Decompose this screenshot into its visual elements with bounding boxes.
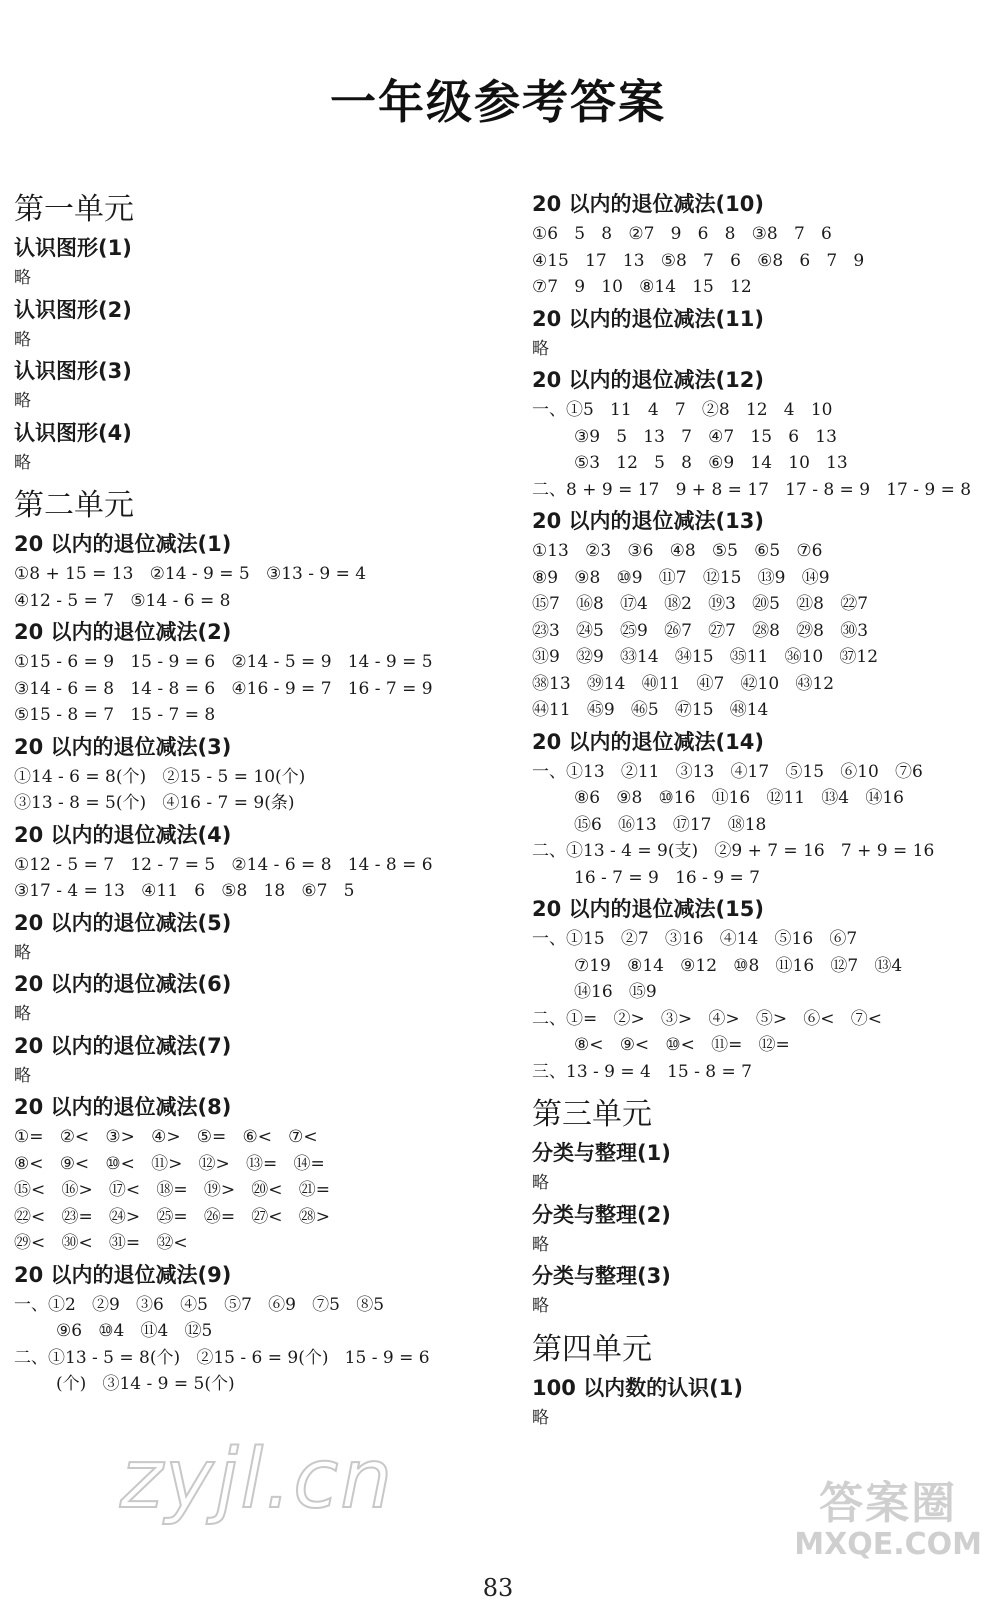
answer-line: 16 - 7 = 9 16 - 9 = 7 xyxy=(574,867,760,888)
answer-line: ⑧9 ⑨8 ⑩9 ⑪7 ⑫15 ⑬9 ⑭9 xyxy=(532,567,830,588)
section-title: 20 以内的退位减法(12) xyxy=(532,368,764,392)
answer-line: ①12 - 5 = 7 12 - 7 = 5 ②14 - 6 = 8 14 - 8 = 6 xyxy=(14,854,433,875)
answer-line: 二、①13 - 4 = 9(支) ②9 + 7 = 16 7 + 9 = 16 xyxy=(532,841,935,861)
unit-heading: 第一单元 xyxy=(14,192,134,227)
answer-line: 二、8 + 9 = 17 9 + 8 = 17 17 - 8 = 9 17 - 9 = 8 xyxy=(532,479,972,500)
answer-line: 略 xyxy=(532,338,549,359)
answer-line: 一、①13 ②11 ③13 ④17 ⑤15 ⑥10 ⑦6 xyxy=(532,761,923,782)
section-title: 20 以内的退位减法(5) xyxy=(14,910,232,935)
page-number: 83 xyxy=(482,1574,514,1602)
answer-line: ⑧< ⑨< ⑩< ⑪= ⑫= xyxy=(574,1035,790,1055)
answer-line: ⑮< ⑯> ⑰< ⑱= ⑲> ⑳< ㉑= xyxy=(14,1180,330,1200)
answer-line: ①= ②< ③> ④> ⑤= ⑥< ⑦< xyxy=(14,1127,318,1147)
section-title: 20 以内的退位减法(14) xyxy=(532,729,764,754)
section-title: 认识图形(2) xyxy=(14,297,132,322)
answer-line: ④12 - 5 = 7 ⑤14 - 6 = 8 xyxy=(14,590,231,611)
left-column xyxy=(14,190,514,1398)
section-title: 100 以内数的认识(1) xyxy=(532,1375,743,1400)
section-title: 20 以内的退位减法(9) xyxy=(14,1262,232,1287)
answer-line: ⑨6 ⑩4 ⑪4 ⑫5 xyxy=(56,1321,213,1341)
answer-line: ㉓3 ㉔5 ㉕9 ㉖7 ㉗7 ㉘8 ㉙8 ㉚3 xyxy=(532,620,869,641)
answer-line: ③13 - 8 = 5(个) ④16 - 7 = 9(条) xyxy=(14,793,295,813)
answer-line: 一、①5 11 4 7 ②8 12 4 10 xyxy=(532,400,833,420)
answer-line: ①6 5 8 ②7 9 6 8 ③8 7 6 xyxy=(532,224,832,244)
answer-line: 二、①13 - 5 = 8(个) ②15 - 6 = 9(个) 15 - 9 = 6 xyxy=(14,1347,430,1368)
answer-line: ①14 - 6 = 8(个) ②15 - 5 = 10(个) xyxy=(14,766,306,787)
logo-mark: 答案圈 xyxy=(819,1478,958,1529)
right-column xyxy=(532,190,992,1431)
answer-line: 略 xyxy=(14,1065,31,1086)
answer-line: 略 xyxy=(14,1004,31,1024)
answer-line: ③9 5 13 7 ④7 15 6 13 xyxy=(574,426,837,447)
section-title: 20 以内的退位减法(6) xyxy=(14,972,232,996)
answer-line: 略 xyxy=(532,1173,549,1193)
answer-line: ⑮7 ⑯8 ⑰4 ⑱2 ⑲3 ⑳5 ㉑8 ㉒7 xyxy=(532,594,869,614)
section-title: 认识图形(3) xyxy=(14,359,132,383)
answer-line: ㊳13 ㊴14 ㊵11 ㊶7 ㊷10 ㊸12 xyxy=(532,673,835,694)
answer-line: ③14 - 6 = 8 14 - 8 = 6 ④16 - 9 = 7 16 - 7 = 9 xyxy=(14,678,433,699)
answer-line: ⑤15 - 8 = 7 15 - 7 = 8 xyxy=(14,705,216,725)
answer-line: 略 xyxy=(532,1407,549,1428)
answer-line: 一、①2 ②9 ③6 ④5 ⑤7 ⑥9 ⑦5 ⑧5 xyxy=(14,1294,385,1315)
section-title: 20 以内的退位减法(7) xyxy=(14,1033,232,1058)
answer-line: ⑦7 9 10 ⑧14 15 12 xyxy=(532,277,752,297)
section-title: 20 以内的退位减法(11) xyxy=(532,306,764,331)
answer-line: ⑤3 12 5 8 ⑥9 14 10 13 xyxy=(574,453,848,473)
answer-line: 一、①15 ②7 ③16 ④14 ⑤16 ⑥7 xyxy=(532,929,858,949)
answer-line: ㉛9 ㉜9 ㉝14 ㉞15 ㉟11 ㊱10 ㊲12 xyxy=(532,647,879,667)
section-title: 认识图形(1) xyxy=(14,236,132,260)
site-logo xyxy=(794,1480,982,1562)
answer-line: 略 xyxy=(532,1234,549,1255)
section-title: 分类与整理(1) xyxy=(532,1141,671,1165)
section-title: 分类与整理(3) xyxy=(532,1264,671,1288)
watermark: zyjl.cn xyxy=(120,1432,395,1527)
section-title: 20 以内的退位减法(1) xyxy=(14,532,232,556)
section-title: 20 以内的退位减法(3) xyxy=(14,734,232,759)
section-title: 20 以内的退位减法(8) xyxy=(14,1095,232,1119)
answer-line: ①8 + 15 = 13 ②14 - 9 = 5 ③13 - 9 = 4 xyxy=(14,564,367,584)
answer-line: 略 xyxy=(14,329,31,350)
answer-line: ㉙< ㉚< ㉛= ㉜< xyxy=(14,1233,188,1253)
section-title: 分类与整理(2) xyxy=(532,1202,671,1227)
answer-line: ⑧6 ⑨8 ⑩16 ⑪16 ⑫11 ⑬4 ⑭16 xyxy=(574,788,904,808)
section-title: 20 以内的退位减法(13) xyxy=(532,509,764,533)
answer-line: ㉒< ㉓= ㉔> ㉕= ㉖= ㉗< ㉘> xyxy=(14,1206,330,1227)
answer-line: 略 xyxy=(14,268,31,288)
answer-line: ①15 - 6 = 9 15 - 9 = 6 ②14 - 5 = 9 14 - 9 = 5 xyxy=(14,652,433,672)
answer-line: ⑦19 ⑧14 ⑨12 ⑩8 ⑪16 ⑫7 ⑬4 xyxy=(574,955,903,976)
logo-url: MXQE.COM xyxy=(794,1527,982,1562)
answer-line: ⑧< ⑨< ⑩< ⑪> ⑫> ⑬= ⑭= xyxy=(14,1153,325,1174)
answer-line: 略 xyxy=(14,942,31,963)
answer-line: ⑮6 ⑯13 ⑰17 ⑱18 xyxy=(574,814,767,835)
answer-line: 略 xyxy=(532,1296,549,1316)
unit-heading: 第二单元 xyxy=(14,488,134,523)
page-title: 一年级参考答案 xyxy=(330,75,666,129)
answer-line: ①13 ②3 ③6 ④8 ⑤5 ⑥5 ⑦6 xyxy=(532,541,823,561)
section-title: 20 以内的退位减法(4) xyxy=(14,822,232,847)
section-title: 认识图形(4) xyxy=(14,420,132,445)
answer-line: (个) ③14 - 9 = 5(个) xyxy=(56,1374,235,1394)
answer-line: ④15 17 13 ⑤8 7 6 ⑥8 6 7 9 xyxy=(532,250,865,271)
section-title: 20 以内的退位减法(15) xyxy=(532,897,764,921)
answer-line: 略 xyxy=(14,391,31,411)
answer-line: ㊹11 ㊺9 ㊻5 ㊼15 ㊽14 xyxy=(532,700,769,720)
answer-line: 三、13 - 9 = 4 15 - 8 = 7 xyxy=(532,1061,752,1082)
section-title: 20 以内的退位减法(2) xyxy=(14,620,232,644)
answer-line: 略 xyxy=(14,452,31,473)
answer-line: 二、①= ②> ③> ④> ⑤> ⑥< ⑦< xyxy=(532,1008,882,1029)
unit-heading: 第三单元 xyxy=(532,1097,652,1132)
unit-heading: 第四单元 xyxy=(532,1331,652,1367)
answer-line: ⑭16 ⑮9 xyxy=(574,982,657,1002)
section-title: 20 以内的退位减法(10) xyxy=(532,192,764,216)
answer-line: ③17 - 4 = 13 ④11 6 ⑤8 18 ⑥7 5 xyxy=(14,881,355,901)
